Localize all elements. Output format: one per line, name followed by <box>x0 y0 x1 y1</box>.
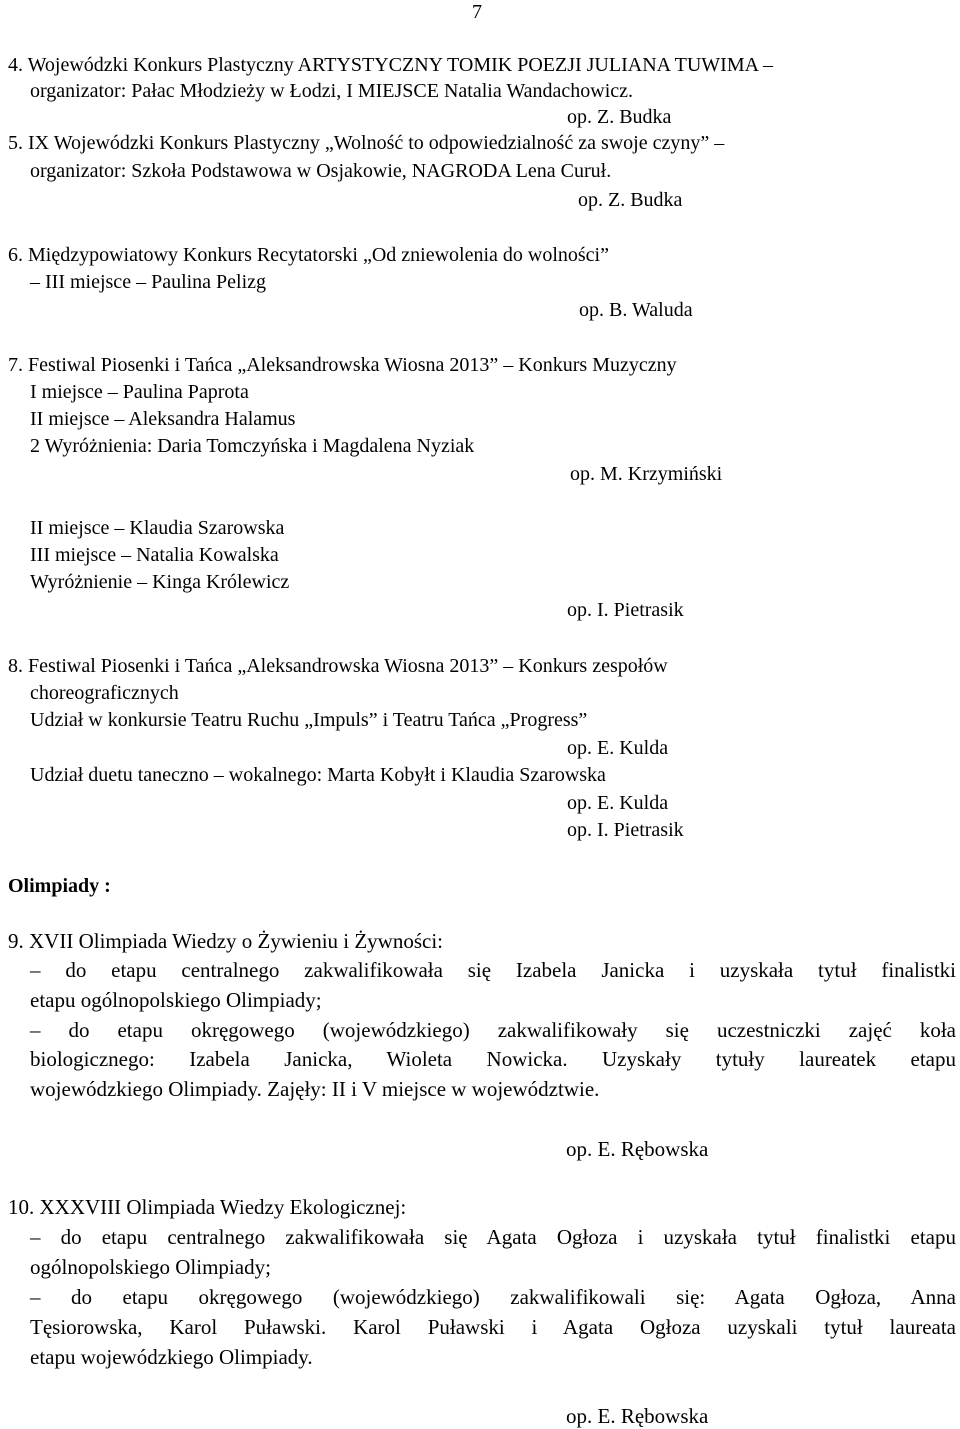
section-heading-olympiads: Olimpiady : <box>8 875 111 897</box>
item-4-line-2: organizator: Pałac Młodzieży w Łodzi, I MIEJSCE Natalia Wandachowicz. <box>30 80 634 102</box>
item-9-line-6: wojewódzkiego Olimpiady. Zajęły: II i V miejsce w województwie. <box>30 1077 600 1101</box>
item-10-line-3: ogólnopolskiego Olimpiady; <box>30 1255 271 1279</box>
item-7-teacher-1: op. M. Krzymiński <box>570 463 723 485</box>
item-5-line-2: organizator: Szkoła Podstawowa w Osjakowie, NAGRODA Lena Curuł. <box>30 160 612 182</box>
item-9-line-2: – do etapu centralnego zakwalifikowała się Izabela Janicka i uzyskała tytuł finalistki <box>30 958 956 982</box>
item-8-teacher-3: op. I. Pietrasik <box>567 819 684 841</box>
item-8-line-1: 8. Festiwal Piosenki i Tańca „Aleksandrowska Wiosna 2013” – Konkurs zespołów <box>8 655 668 677</box>
item-7-line-6: III miejsce – Natalia Kowalska <box>30 544 279 566</box>
item-8-line-3: Udział w konkursie Teatru Ruchu „Impuls” i Teatru Tańca „Progress” <box>30 709 588 731</box>
item-8-teacher-2: op. E. Kulda <box>567 792 669 814</box>
item-7-teacher-2: op. I. Pietrasik <box>567 599 684 621</box>
item-8-line-2: choreograficznych <box>30 682 179 704</box>
item-7-line-7: Wyróżnienie – Kinga Królewicz <box>30 571 290 593</box>
item-6-line-1: 6. Międzypowiatowy Konkurs Recytatorski „Od zniewolenia do wolności” <box>8 244 609 266</box>
item-7-line-3: II miejsce – Aleksandra Halamus <box>30 408 296 430</box>
item-7-line-2: I miejsce – Paulina Paprota <box>30 381 249 403</box>
item-7-line-1: 7. Festiwal Piosenki i Tańca „Aleksandrowska Wiosna 2013” – Konkurs Muzyczny <box>8 354 677 376</box>
item-9-line-3: etapu ogólnopolskiego Olimpiady; <box>30 988 322 1012</box>
page-number: 7 <box>472 1 482 23</box>
item-4-line-1: 4. Wojewódzki Konkurs Plastyczny ARTYSTYCZNY TOMIK POEZJI JULIANA TUWIMA – <box>8 54 773 76</box>
item-7-line-4: 2 Wyróżnienia: Daria Tomczyńska i Magdalena Nyziak <box>30 435 475 457</box>
item-5-teacher: op. Z. Budka <box>578 189 683 211</box>
item-6-teacher: op. B. Waluda <box>579 299 693 321</box>
item-8-line-4: Udział duetu taneczno – wokalnego: Marta Kobyłt i Klaudia Szarowska <box>30 764 606 786</box>
item-10-line-1: 10. XXXVIII Olimpiada Wiedzy Ekologicznej: <box>8 1195 407 1219</box>
item-9-teacher: op. E. Rębowska <box>566 1137 709 1161</box>
item-9-line-5: biologicznego: Izabela Janicka, Wioleta Nowicka. Uzyskały tytuły laureatek etapu <box>30 1047 956 1071</box>
item-10-line-4: – do etapu okręgowego (wojewódzkiego) zakwalifikowali się: Agata Ogłoza, Anna <box>30 1285 956 1309</box>
item-10-teacher: op. E. Rębowska <box>566 1404 709 1428</box>
item-7-line-5: II miejsce – Klaudia Szarowska <box>30 517 285 539</box>
item-5-line-1: 5. IX Wojewódzki Konkurs Plastyczny „Wolność to odpowiedzialność za swoje czyny” – <box>8 132 725 154</box>
item-10-line-6: etapu wojewódzkiego Olimpiady. <box>30 1345 313 1369</box>
item-8-teacher-1: op. E. Kulda <box>567 737 669 759</box>
item-6-line-2: – III miejsce – Paulina Pelizg <box>30 271 267 293</box>
item-9-line-4: – do etapu okręgowego (wojewódzkiego) zakwalifikowały się uczestniczki zajęć koła <box>30 1018 956 1042</box>
item-9-line-1: 9. XVII Olimpiada Wiedzy o Żywieniu i Żywności: <box>8 929 444 953</box>
item-10-line-2: – do etapu centralnego zakwalifikowała się Agata Ogłoza i uzyskała tytuł finalistki etapu <box>30 1225 956 1249</box>
item-10-line-5: Tęsiorowska, Karol Puławski. Karol Puławski i Agata Ogłoza uzyskali tytuł laureata <box>30 1315 956 1339</box>
item-4-teacher: op. Z. Budka <box>567 106 672 128</box>
